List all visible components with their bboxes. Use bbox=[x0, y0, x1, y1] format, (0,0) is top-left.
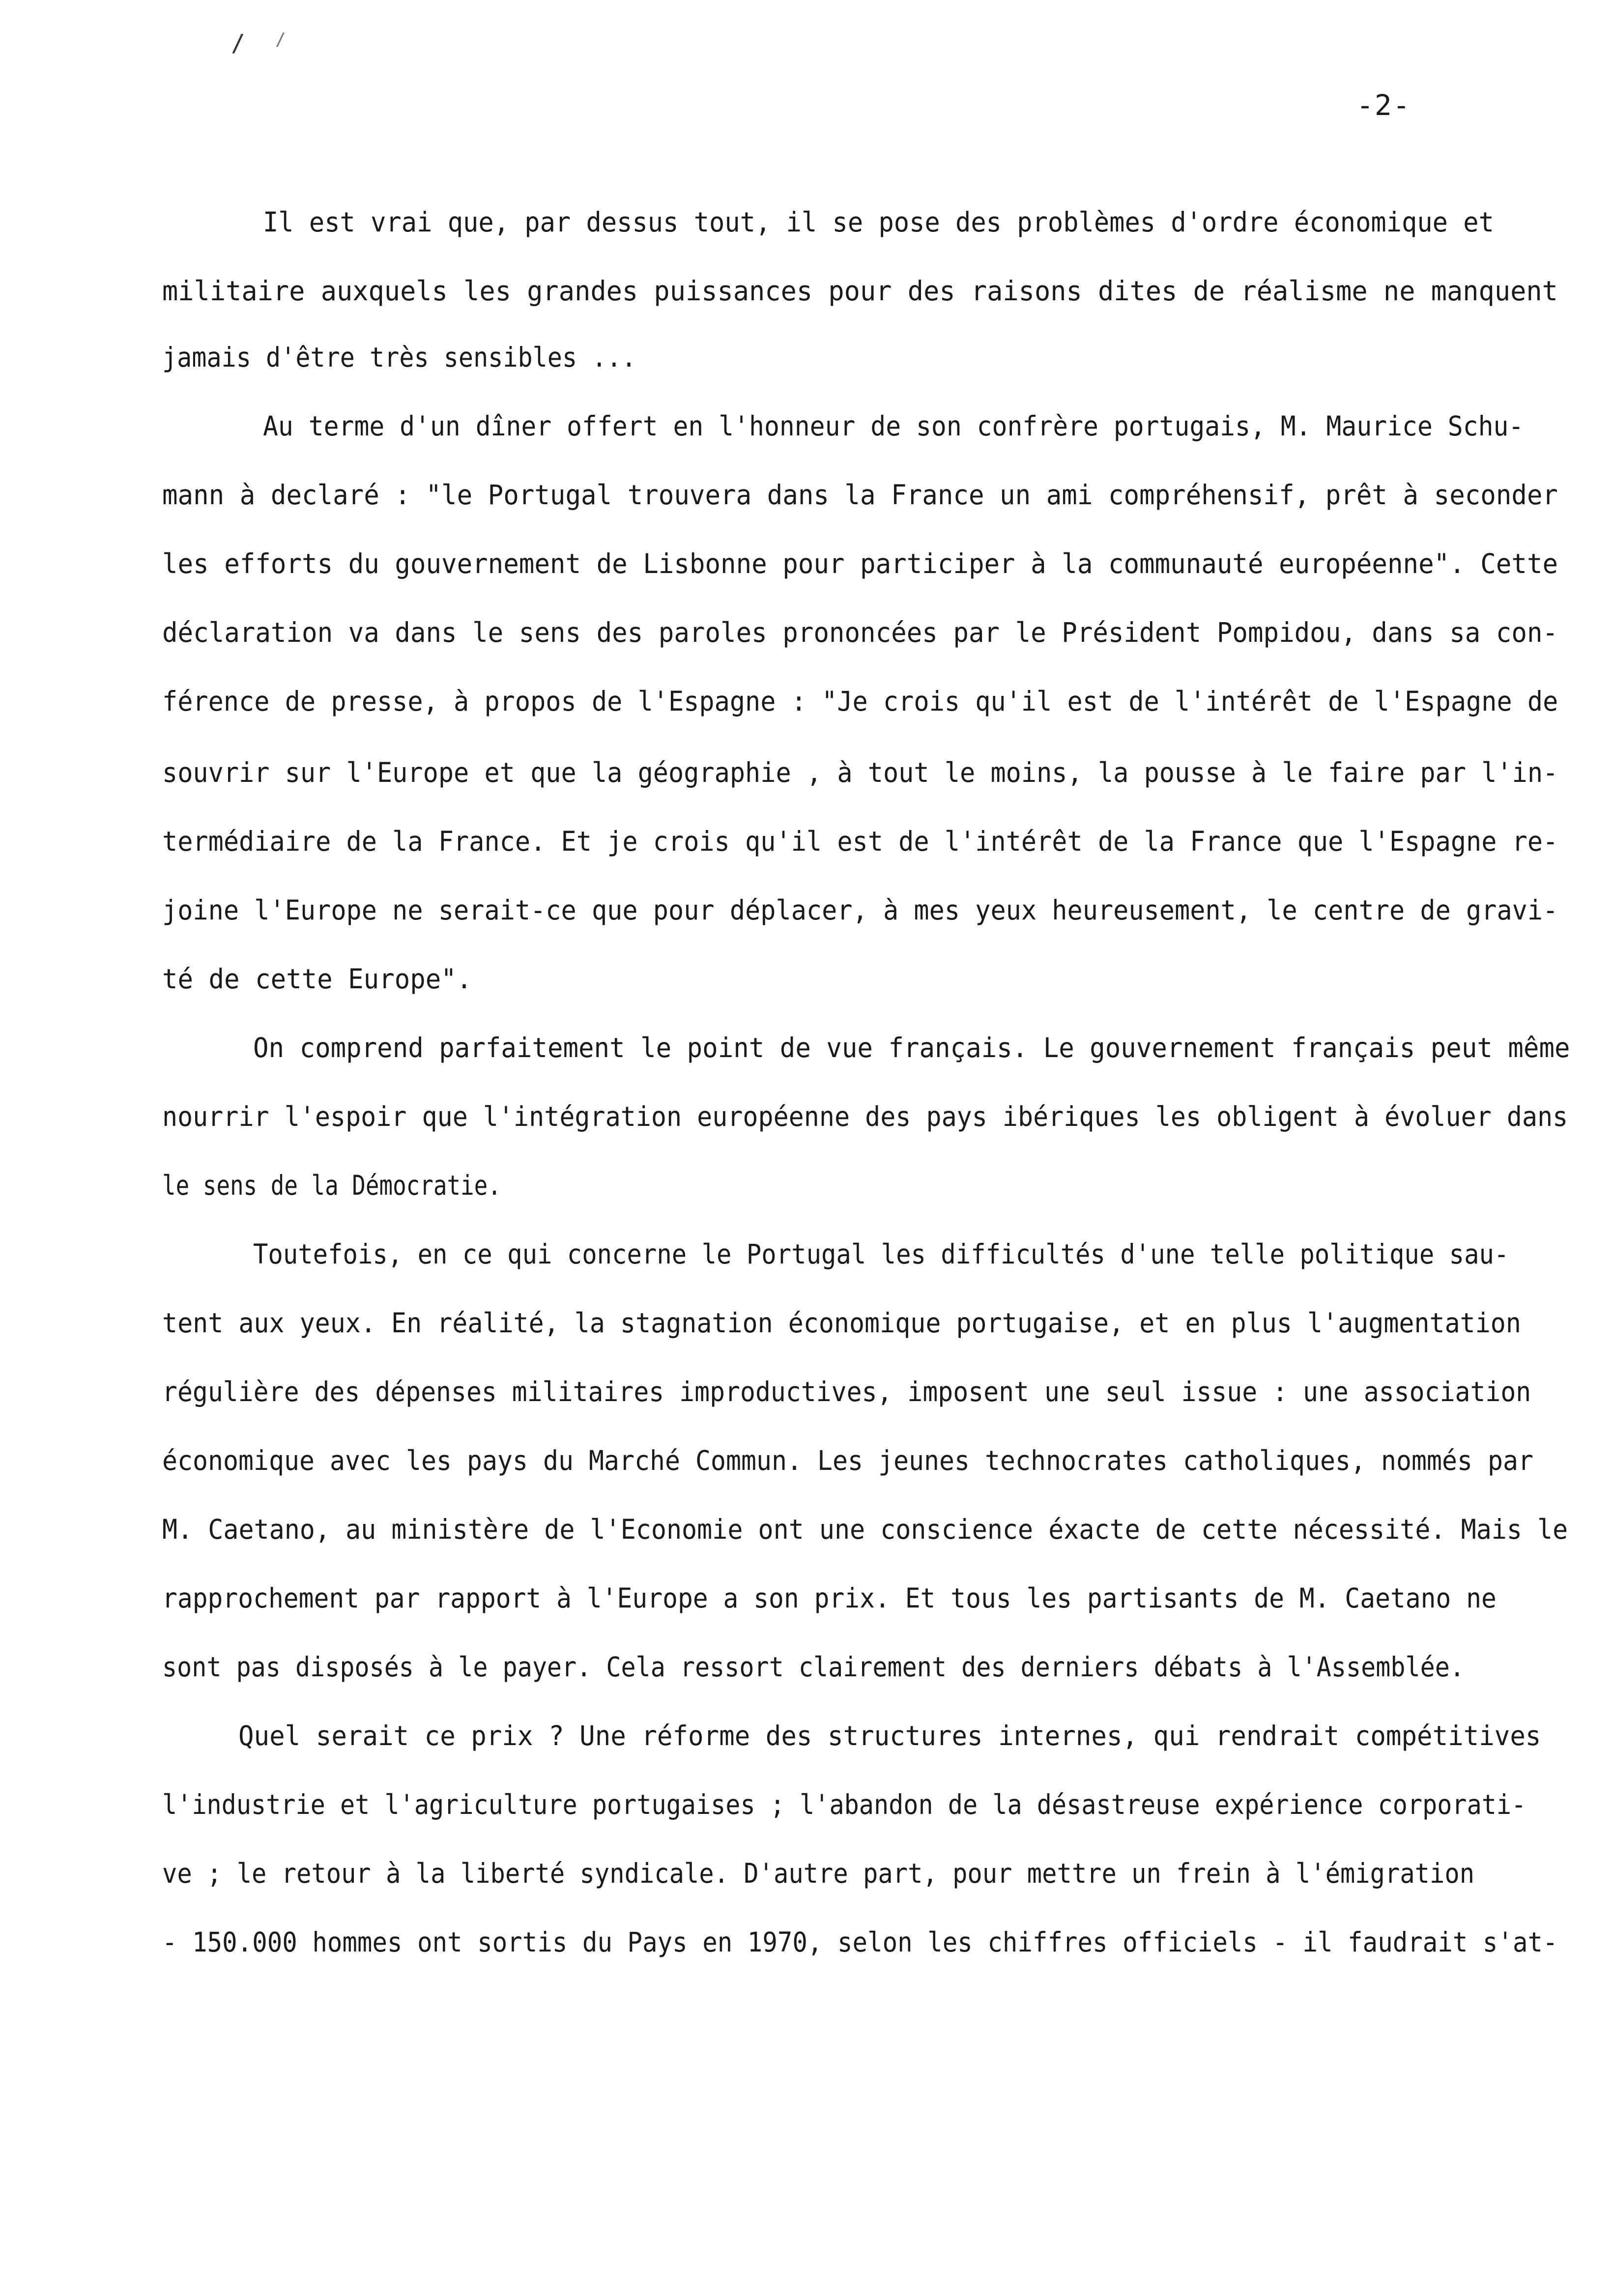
text-line: Toutefois, en ce qui concerne le Portugal les difficultés d'une telle politique sau- bbox=[253, 1238, 1509, 1270]
text-line: mann à declaré : "le Portugal trouvera dans la France un ami compréhensif, prêt à seconder bbox=[162, 479, 1558, 511]
text-line: Il est vrai que, par dessus tout, il se pose des problèmes d'ordre économique et bbox=[263, 206, 1494, 238]
text-line: férence de presse, à propos de l'Espagne : "Je crois qu'il est de l'intérêt de l'Espagne de bbox=[162, 686, 1558, 717]
text-line: militaire auxquels les grandes puissances pour des raisons dites de réalisme ne manquent bbox=[162, 275, 1558, 307]
text-line: ve ; le retour à la liberté syndicale. D'autre part, pour mettre un frein à l'émigration bbox=[162, 1858, 1475, 1889]
text-line: joine l'Europe ne serait-ce que pour déplacer, à mes yeux heureusement, le centre de gravi- bbox=[162, 894, 1558, 926]
stray-mark: / bbox=[231, 29, 245, 57]
text-line: On comprend parfaitement le point de vue français. Le gouvernement français peut même bbox=[253, 1032, 1570, 1063]
text-line: Au terme d'un dîner offert en l'honneur de son confrère portugais, M. Maurice Schu- bbox=[263, 410, 1524, 442]
text-line: té de cette Europe". bbox=[162, 963, 472, 995]
text-line: le sens de la Démocratie. bbox=[162, 1170, 501, 1201]
text-line: les efforts du gouvernement de Lisbonne pour participer à la communauté européenne". Cette bbox=[162, 548, 1558, 579]
text-line: régulière des dépenses militaires improductives, imposent une seul issue : une association bbox=[162, 1376, 1531, 1407]
text-line: tent aux yeux. En réalité, la stagnation économique portugaise, et en plus l'augmentation bbox=[162, 1307, 1521, 1339]
text-line: - 150.000 hommes ont sortis du Pays en 1970, selon les chiffres officiels - il faudrait s'at- bbox=[162, 1926, 1558, 1958]
text-line: sont pas disposés à le payer. Cela ressort clairement des derniers débats à l'Assemblée. bbox=[162, 1651, 1465, 1683]
stray-mark: / bbox=[275, 29, 286, 50]
text-line: jamais d'être très sensibles ... bbox=[162, 342, 636, 373]
text-line: économique avec les pays du Marché Commun. Les jeunes technocrates catholiques, nommés par bbox=[162, 1445, 1534, 1476]
text-line: déclaration va dans le sens des paroles prononcées par le Président Pompidou, dans sa con- bbox=[162, 617, 1558, 648]
text-line: Quel serait ce prix ? Une réforme des structures internes, qui rendrait compétitives bbox=[238, 1720, 1541, 1751]
text-line: souvrir sur l'Europe et que la géographie , à tout le moins, la pousse à le faire par l'in- bbox=[162, 757, 1558, 788]
text-line: rapprochement par rapport à l'Europe a son prix. Et tous les partisants de M. Caetano ne bbox=[162, 1582, 1497, 1614]
text-line: termédiaire de la France. Et je crois qu'il est de l'intérêt de la France que l'Espagne re- bbox=[162, 826, 1558, 857]
page-number: -2- bbox=[1356, 88, 1411, 122]
text-line: nourrir l'espoir que l'intégration européenne des pays ibériques les obligent à évoluer dans bbox=[162, 1101, 1568, 1132]
text-line: M. Caetano, au ministère de l'Economie ont une conscience éxacte de cette nécessité. Mais le bbox=[162, 1514, 1568, 1545]
text-line: l'industrie et l'agriculture portugaises ; l'abandon de la désastreuse expérience corporati- bbox=[162, 1789, 1526, 1820]
